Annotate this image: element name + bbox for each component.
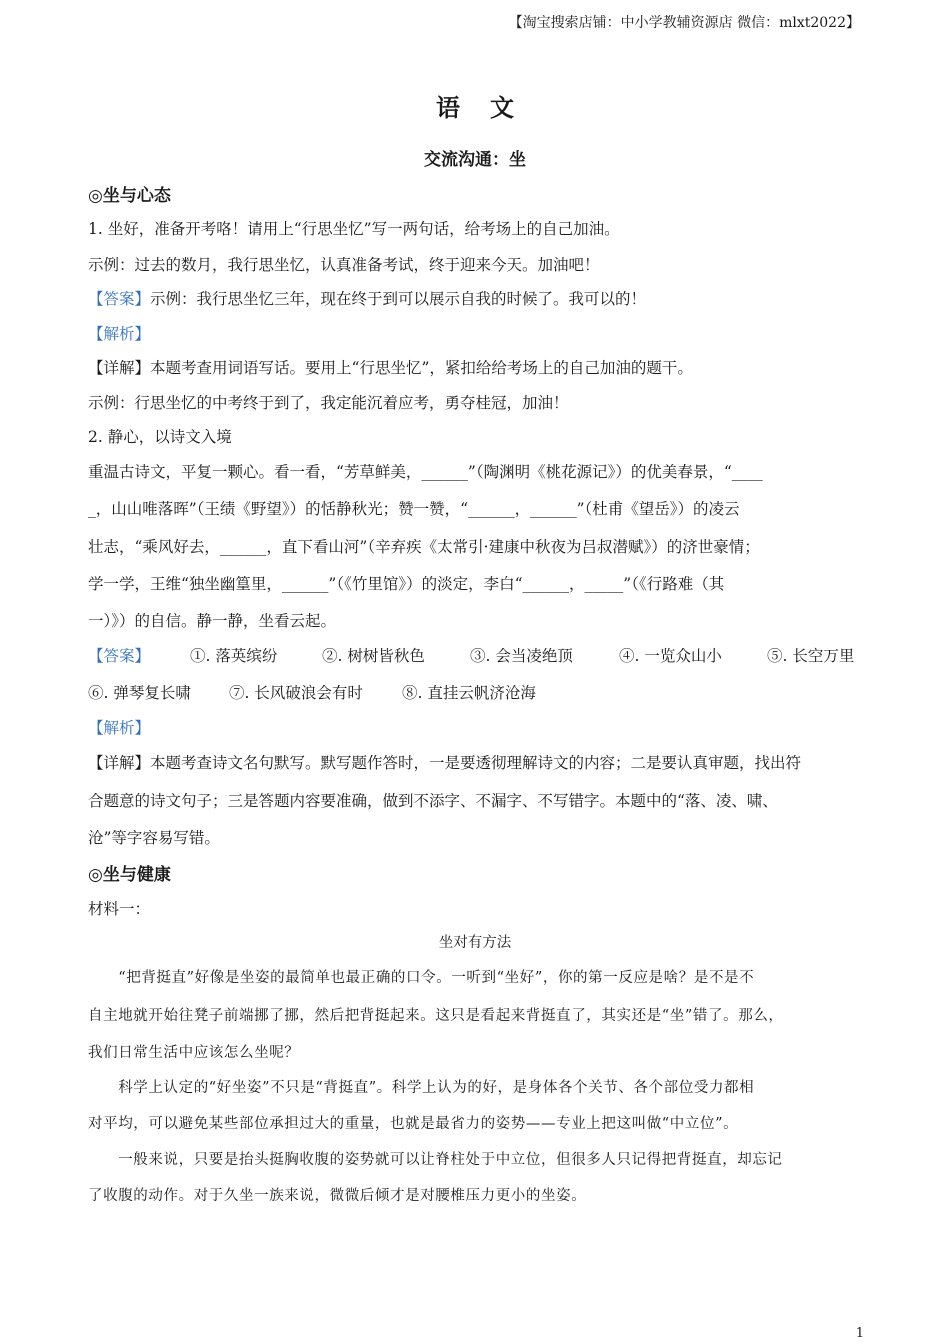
answer-item: ⑦. 长风破浪会有时 xyxy=(229,684,363,702)
question-2-line: 重温古诗文，平复一颗心。看一看，“芳草鲜美，______”（陶渊明《桃花源记》）的优美春景，“____ xyxy=(88,463,763,481)
article-line: 了收腹的动作。对于久坐一族来说，微微后倾才是对腰椎压力更小的坐姿。 xyxy=(88,1188,587,1204)
answer-item: ⑤. 长空万里 xyxy=(767,647,855,665)
material-label: 材料一： xyxy=(88,900,151,918)
answer-item: ⑥. 弹琴复长啸 xyxy=(88,684,191,702)
page-number: 1 xyxy=(855,1326,864,1341)
question-1-example: 示例：过去的数月，我行思坐忆，认真准备考试，终于迎来今天。加油吧！ xyxy=(88,256,600,274)
article-line: 科学上认定的“好坐姿”不只是“背挺直”。科学上认为的好，是身体各个关节、各个部位受力都相 xyxy=(88,1080,755,1096)
section-heading-health: ◎坐与健康 xyxy=(88,865,171,885)
answer-tag: 【答案】 xyxy=(88,290,151,308)
detail-1-example: 示例：行思坐忆的中考终于到了，我定能沉着应考，勇夺桂冠，加油！ xyxy=(88,394,569,412)
answer-item: ④. 一览众山小 xyxy=(619,647,722,665)
answer-1-text: 示例：我行思坐忆三年，现在终于到可以展示自我的时候了。我可以的！ xyxy=(150,290,647,308)
section-heading-mindset: ◎坐与心态 xyxy=(88,186,171,206)
analysis-tag-1: 【解析】 xyxy=(88,325,151,343)
question-2-line: _，山山唯落晖”（王绩《野望》）的恬静秋光；赞一赞，“______，______”（杜甫《望岳》）的凌云 xyxy=(88,500,740,518)
header-note: 【淘宝搜索店铺：中小学教辅资源店 微信：mlxt2022】 xyxy=(508,15,860,31)
answer-1-row xyxy=(88,287,868,309)
detail-2-line: 本题考查诗文名句默写。默写题作答时，一是要透彻理解诗文的内容；二是要认真审题，找出符 xyxy=(150,754,802,772)
article-line: 我们日常生活中应该怎么坐呢？ xyxy=(88,1045,300,1061)
detail-2-line: 合题意的诗文句子；三是答题内容要准确，做到不添字、不漏字、不写错字。本题中的“落、凌、啸、 xyxy=(88,792,778,810)
detail-1-row xyxy=(88,356,868,378)
question-2-title: 2. 静心，以诗文入境 xyxy=(88,428,232,446)
article-line: 自主地就开始往凳子前端挪了挪，然后把背挺起来。这只是看起来背挺直了，其实还是“坐”错了。那么， xyxy=(88,1008,784,1024)
question-2-line: 一）》）的自信。静一静，坐看云起。 xyxy=(88,612,337,630)
analysis-tag-2: 【解析】 xyxy=(88,719,151,737)
answer-item: ②. 树树皆秋色 xyxy=(322,647,425,665)
answer-item: ③. 会当凌绝顶 xyxy=(470,647,573,665)
article-line: “把背挺直”好像是坐姿的最简单也最正确的口令。一听到“坐好”，你的第一反应是啥？是不是不 xyxy=(88,970,755,986)
question-2-line: 壮志，“乘风好去，______，直下看山河”（辛弃疾《太常引·建康中秋夜为吕叔潜赋》）的济世豪情； xyxy=(88,538,760,556)
article-title: 坐对有方法 xyxy=(438,935,512,951)
page-subtitle: 交流沟通：坐 xyxy=(424,150,526,170)
detail-2-row xyxy=(88,751,868,773)
detail-1-text: 本题考查用词语写话。要用上“行思坐忆”，紧扣给给考场上的自己加油的题干。 xyxy=(150,359,693,377)
answer-tag-2: 【答案】 xyxy=(88,647,151,665)
page-title: 语文 xyxy=(436,93,544,122)
question-2-line: 学一学，王维“独坐幽篁里，______”（《竹里馆》）的淡定，李白“______，_____”（《行路难（其 xyxy=(88,575,725,593)
answer-item: ①. 落英缤纷 xyxy=(190,647,278,665)
question-1: 1. 坐好，准备开考咯！请用上“行思坐忆”写一两句话，给考场上的自己加油。 xyxy=(88,220,620,238)
detail-2-line: 沧”等字容易写错。 xyxy=(88,829,220,847)
answer-item: ⑧. 直挂云帆济沧海 xyxy=(402,684,536,702)
article-line: 对平均，可以避免某些部位承担过大的重量，也就是最省力的姿势——专业上把这叫做“中立位”。 xyxy=(88,1116,739,1132)
article-line: 一般来说，只要是抬头挺胸收腹的姿势就可以让脊柱处于中立位，但很多人只记得把背挺直，却忘记 xyxy=(88,1152,783,1168)
detail-tag: 【详解】 xyxy=(88,754,151,772)
detail-tag: 【详解】 xyxy=(88,359,151,377)
